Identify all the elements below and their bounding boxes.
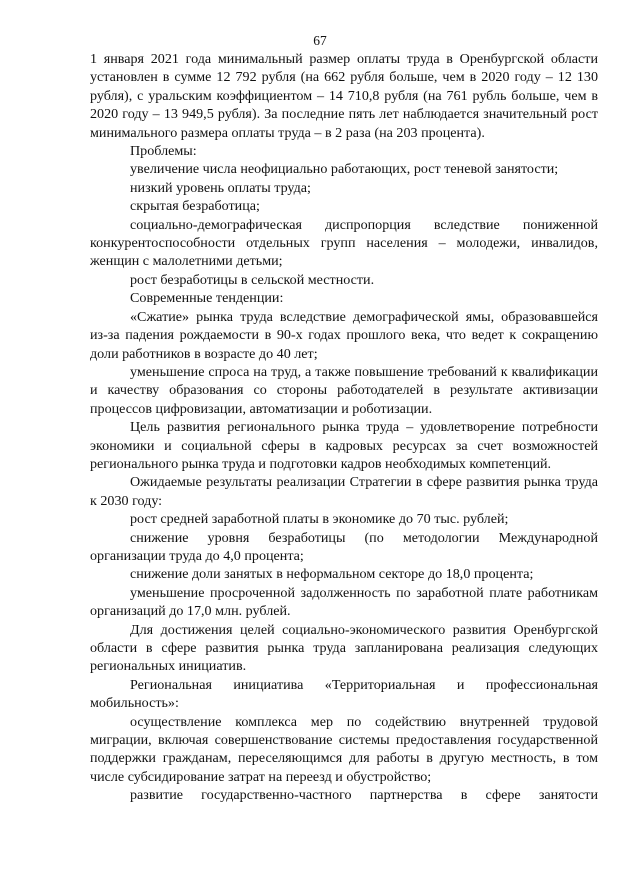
list-item-problem: скрытая безработица; — [130, 198, 260, 215]
list-item-result: снижение уровня безработицы (по методологии Международной организации труда до 4,0 процента; — [90, 529, 598, 564]
list-item-result: уменьшение просроченной задолженность по заработной плате работникам организаций до 17,0 млн. рублей. — [90, 584, 598, 620]
paragraph-min-wage: 1 января 2021 года минимальный размер оплаты труда в Оренбургской области установлен в сумме 12 792 рубля (на 662 рубля больше, чем в 2020 году – 12 130 рубля), с уральским коэффициентом – 14 710,8 рубля (на 761 рубль больше, чем в 2020 году – 13 949,5 рубля). За последние пять лет наблюдается значительный рост минимального размера оплаты труда – в 2 раза (на 203 процента). — [90, 51, 598, 141]
list-item-initiative-measure: осуществление комплекса мер по содействию внутренней трудовой миграции, включая совершенствование системы предоставления государственной поддержки гражданам, переселяющимся для работы в другую местность, в том числе субсидирование затрат на переезд и обустройство; — [90, 713, 598, 785]
list-item-result: рост средней заработной платы в экономике до 70 тыс. рублей; — [130, 511, 509, 528]
list-item-problem: увеличение числа неофициально работающих, рост теневой занятости; — [130, 161, 559, 178]
list-item-initiative-measure: развитие государственно-частного партнерства в сфере занятости — [130, 787, 598, 804]
heading-problems: Проблемы: — [130, 143, 197, 160]
paragraph-initiatives-intro: Для достижения целей социально-экономического развития Оренбургской области в сфере развития рынка труда запланирована реализация следующих региональных инициатив. — [90, 621, 598, 675]
heading-initiative-mobility: Региональная инициатива «Территориальная и профессиональная мобильность»: — [90, 676, 598, 712]
list-item-problem: рост безработицы в сельской местности. — [130, 271, 375, 288]
page-number: 67 — [313, 33, 327, 48]
list-item-result: снижение доли занятых в неформальном секторе до 18,0 процента; — [130, 566, 534, 583]
list-item-trend: «Сжатие» рынка труда вследствие демографической ямы, образовавшейся из-за падения рождаемости в 90-х годах прошлого века, что ведет к сокращению доли работников в возрасте до 40 лет; — [90, 308, 598, 362]
list-item-problem: низкий уровень оплаты труда; — [130, 179, 311, 196]
list-item-trend: уменьшение спроса на труд, а также повышение требований к квалификации и качеству образования со стороны работодателей в результате активизации процессов цифровизации, автоматизации и роботизации. — [90, 363, 598, 417]
list-item-problem: социально-демографическая диспропорция вследствие пониженной конкурентоспособности отдельных групп населения – молодежи, инвалидов, женщин с малолетними детьми; — [90, 216, 598, 270]
paragraph-goal: Цель развития регионального рынка труда – удовлетворение потребности экономики и социальной сферы в кадровых ресурсах за счет возможностей регионального рынка труда и подготовки кадров необходимых компетенций. — [90, 419, 598, 472]
heading-expected-results: Ожидаемые результаты реализации Стратегии в сфере развития рынка труда к 2030 году: — [90, 474, 598, 509]
document-body — [90, 50, 598, 805]
heading-trends: Современные тенденции: — [130, 290, 284, 307]
